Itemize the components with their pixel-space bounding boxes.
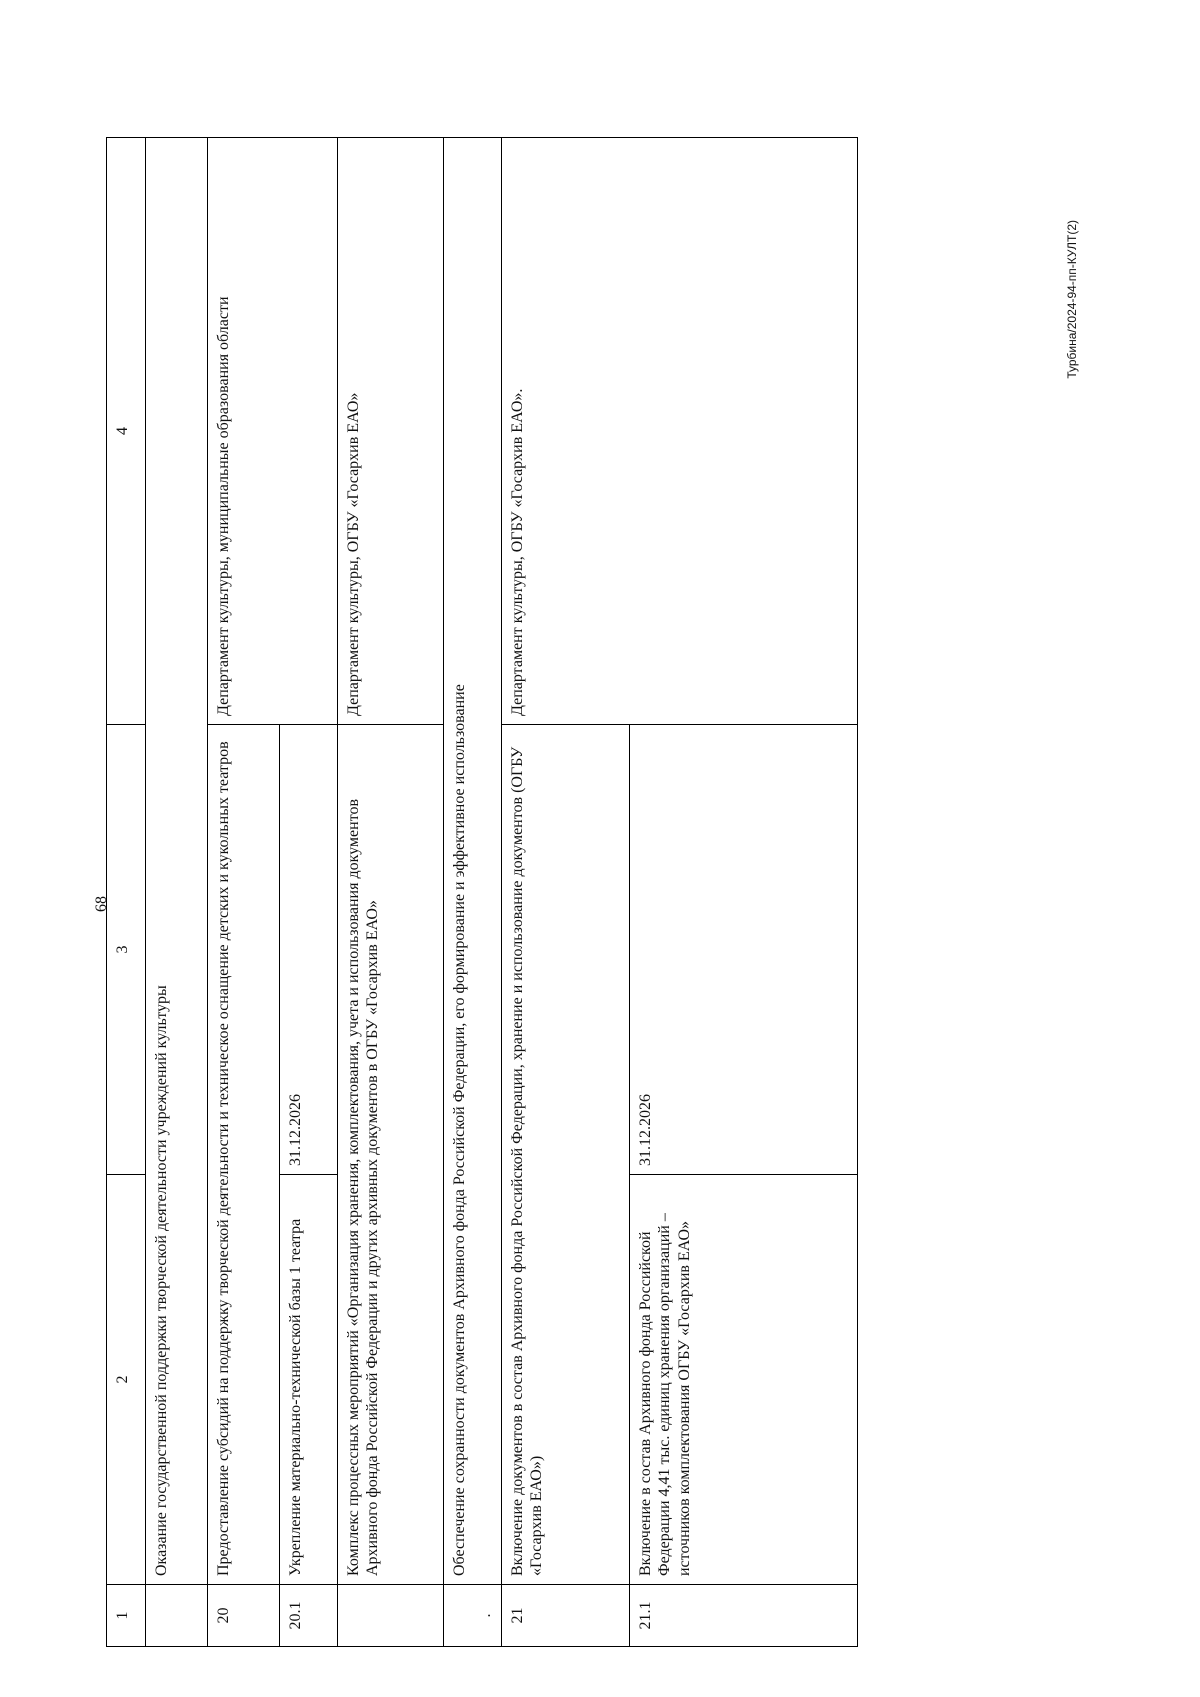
row-description: Предоставление субсидий на поддержку творческой деятельности и техническое оснащение детских и кукольных театров (208, 725, 280, 1585)
rotated-table-container (106, 137, 846, 1647)
row-description: Укрепление материально-технической базы 1 театра (280, 1175, 338, 1585)
section-num-cell (146, 1585, 208, 1647)
complex-title: Комплекс процессных мероприятий «Организация хранения, комплектования, учета и использования документов Архивного фонда Российской Федерации и других архивных документов в ОГБУ «Госархив ЕАО» (338, 725, 444, 1585)
row-date: 31.12.2026 (280, 725, 338, 1175)
row-number (338, 1585, 444, 1647)
section-title: Обеспечение сохранности документов Архивного фонда Российской Федерации, его формирование и эффективное использование (444, 138, 502, 1585)
row-description: Включение документов в состав Архивного фонда Российской Федерации, хранение и использование документов (ОГБУ «Госархив ЕАО») (502, 725, 630, 1585)
row-number: 21 (502, 1585, 630, 1647)
complex-row (338, 138, 444, 1647)
schedule-table (106, 137, 858, 1647)
row-number: 21.1 (630, 1585, 858, 1647)
row-description: Включение в состав Архивного фонда Российской Федерации 4,41 тыс. единиц хранения организаций – источников комплектования ОГБУ «Госархив ЕАО» (630, 1175, 858, 1585)
page-number: 68 (93, 896, 110, 912)
header-col-1: 1 (107, 1585, 146, 1647)
table-row (502, 138, 630, 1647)
row-number: 20.1 (280, 1585, 338, 1647)
header-row (107, 138, 146, 1647)
section-title: Оказание государственной поддержки творческой деятельности учреждений культуры (146, 138, 208, 1585)
table-row (208, 138, 280, 1647)
header-col-3: 3 (107, 725, 146, 1175)
row-date: 31.12.2026 (630, 725, 858, 1175)
section-row (146, 138, 208, 1647)
row-responsible: Департамент культуры, муниципальные образования области (208, 138, 338, 725)
header-col-2: 2 (107, 1175, 146, 1585)
row-responsible: Департамент культуры, ОГБУ «Госархив ЕАО». (502, 138, 858, 725)
document-code: Турбина/2024-94-пп-КУЛТ(2) (1065, 220, 1079, 379)
header-col-4: 4 (107, 138, 146, 725)
row-number: 20 (208, 1585, 280, 1647)
section-num-cell: . (444, 1585, 502, 1647)
section-row (444, 138, 502, 1647)
row-responsible: Департамент культуры, ОГБУ «Госархив ЕАО» (338, 138, 444, 725)
